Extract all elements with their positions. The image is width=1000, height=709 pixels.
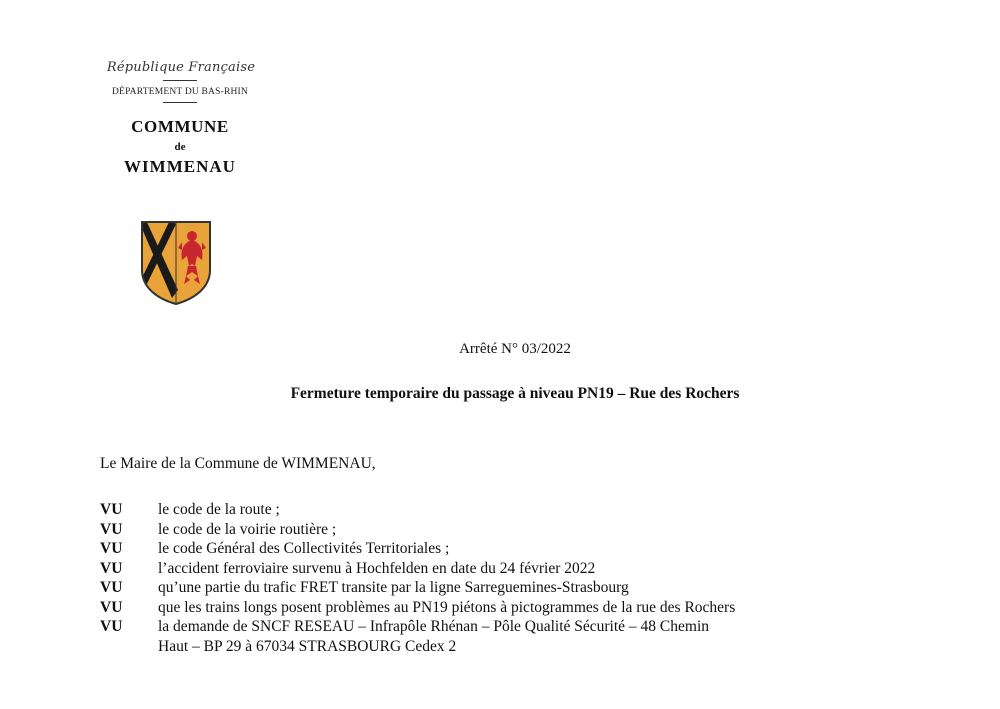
- vu-text: la demande de SNCF RESEAU – Infrapôle Rhénan – Pôle Qualité Sécurité – 48 Chemin: [158, 618, 710, 635]
- arrete-subject: Fermeture temporaire du passage à niveau PN19 – Rue des Rochers: [290, 385, 740, 402]
- separator-line: [163, 102, 197, 103]
- vu-key: VU: [100, 501, 123, 518]
- list-item: [100, 520, 912, 540]
- vu-text: le code de la voirie routière ;: [158, 520, 337, 538]
- vu-key: VU: [100, 520, 123, 538]
- list-item: [100, 617, 912, 656]
- vu-text: que les trains longs posent problèmes au PN19 piétons à pictogrammes de la rue des Rochers: [158, 598, 736, 616]
- vu-text: qu’une partie du trafic FRET transite par la ligne Sarreguemines-Strasbourg: [158, 579, 629, 596]
- vu-key: VU: [100, 598, 123, 616]
- vu-key: VU: [100, 618, 123, 635]
- vu-list: [100, 500, 912, 656]
- vu-key: VU: [100, 579, 123, 596]
- coat-of-arms-icon: [140, 220, 212, 306]
- letterhead: [90, 60, 270, 177]
- vu-key: VU: [100, 540, 123, 557]
- vu-text: le code de la route ;: [158, 501, 280, 518]
- vu-key: VU: [100, 559, 123, 577]
- list-item: [100, 500, 912, 520]
- arrete-number: Arrêté N° 03/2022: [459, 341, 571, 357]
- commune-name: WIMMENAU: [124, 157, 236, 176]
- commune-de: de: [174, 141, 186, 153]
- list-item: [100, 539, 912, 559]
- list-item: [100, 598, 912, 618]
- list-item: [100, 578, 912, 598]
- vu-text: l’accident ferroviaire survenu à Hochfelden en date du 24 février 2022: [158, 559, 596, 577]
- separator-line: [163, 80, 197, 81]
- departement-label: DÉPARTEMENT DU BAS-RHIN: [112, 87, 248, 97]
- vu-text-continuation: Haut – BP 29 à 67034 STRASBOURG Cedex 2: [158, 637, 457, 655]
- vu-text: le code Général des Collectivités Territoriales ;: [158, 540, 450, 557]
- commune-label: COMMUNE: [131, 117, 229, 136]
- republique-francaise: République Française: [106, 60, 256, 75]
- intro-line: Le Maire de la Commune de WIMMENAU,: [100, 455, 376, 472]
- list-item: [100, 559, 912, 579]
